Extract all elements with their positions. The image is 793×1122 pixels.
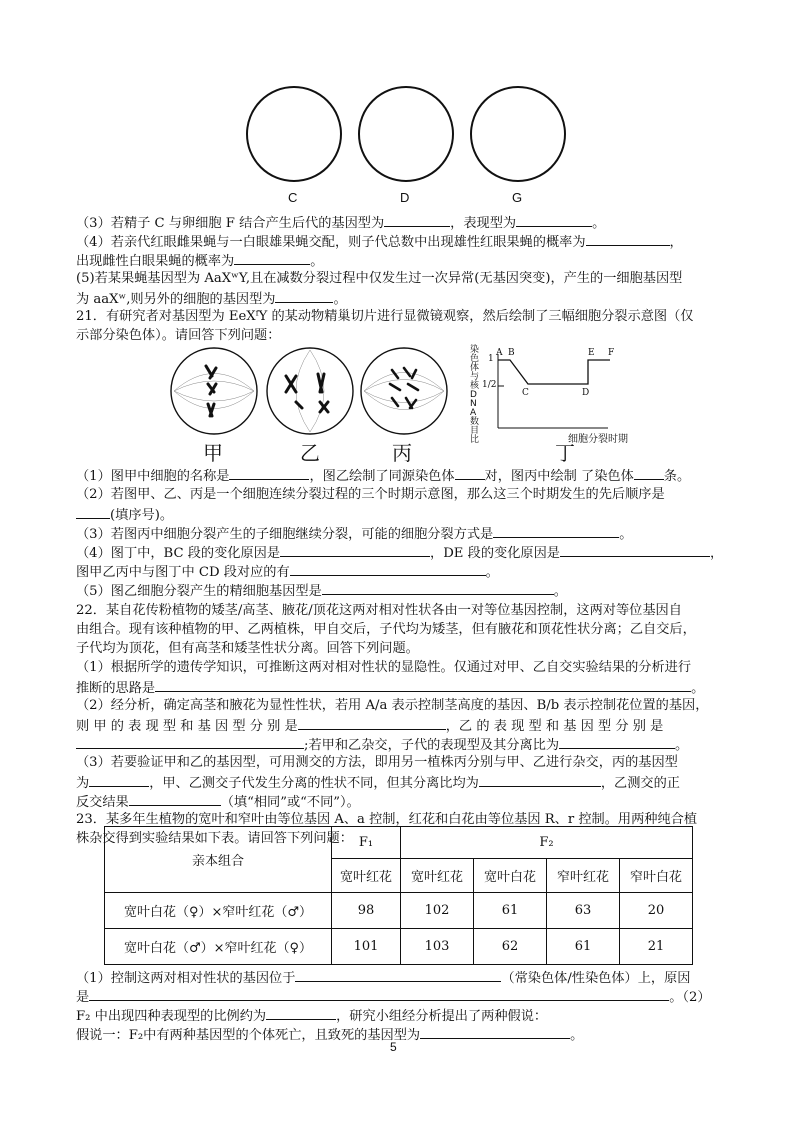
circle-label-g: G xyxy=(512,190,523,205)
q22-l3: 子代均为顶花，但有高茎和矮茎性状分离。回答下列问题。 xyxy=(76,641,419,656)
q23-p2-blank-1[interactable] xyxy=(266,1006,336,1020)
circle-label-c: C xyxy=(288,190,298,205)
q22-p1a: （1）根据所学的遗传学知识，可推断这两对相对性状的显隐性。仅通过对甲、乙自交实验结果的分析进行 xyxy=(76,660,692,675)
q23-l1: 23．某多年生植物的宽叶和窄叶由等位基因 A、a 控制，红花和白花由等位基因 R、r 控制。用两种纯合植 xyxy=(76,812,698,827)
graph-yhalf: 1/2 xyxy=(482,380,497,390)
q22-p3b: 为 ，甲、乙测交子代发生分离的性状不同，但其分离比均为 ，乙测交的正 xyxy=(76,773,680,792)
q23-p1-blank-2[interactable] xyxy=(89,987,669,1001)
q22-p3-blank-2[interactable] xyxy=(479,773,601,787)
label-ding: 丁 xyxy=(555,441,575,465)
q21-p4-blank-1[interactable] xyxy=(280,543,430,557)
cell-value: 61 xyxy=(547,929,620,965)
q22-l1: 22．某自花传粉植物的矮茎/高茎、腋花/顶花这两对相对性状各由一对等位基因控制，这两对等位基因自 xyxy=(76,603,682,618)
graph-pt-b: B xyxy=(508,348,515,358)
th-sub: 宽叶红花 xyxy=(401,859,474,893)
cell-parent: 宽叶白花（♂）×窄叶红花（♀） xyxy=(105,929,332,965)
q5-line-2: 为 aaXʷ,则另外的细胞的基因型为 。 xyxy=(76,289,347,308)
q21-p4-blank-3[interactable] xyxy=(290,562,486,576)
q21-p4-1: （4）图丁中，BC 段的变化原因是 ，DE 段的变化原因是 ， xyxy=(76,543,723,562)
th-sub: 窄叶红花 xyxy=(547,859,620,893)
q22-p1b: 推断的思路是 。 xyxy=(76,678,704,697)
q22-p2-blank-2[interactable] xyxy=(76,735,304,749)
q22-p3c: 反交结果 （填“相同”或“不同”）。 xyxy=(76,792,360,811)
q3-blank-2[interactable] xyxy=(516,213,592,227)
q21-p1: （1）图甲中细胞的名称是 ，图乙绘制了同源染色体 对，图丙中绘制 了染色体 条。 xyxy=(76,466,690,485)
q4-line-2: 出现雌性白眼果蝇的概率为 。 xyxy=(76,251,323,270)
q23-l2: 株杂交得到实验结果如下表。请回答下列问题： xyxy=(76,831,353,846)
circle-label-d: D xyxy=(400,190,410,205)
q23-p1c: 是 。（2） xyxy=(76,987,711,1006)
cell-yi-diagram xyxy=(262,346,358,436)
q22-p1-blank[interactable] xyxy=(155,678,691,692)
cell-value: 63 xyxy=(547,893,620,929)
q23-p2c: 假说一：F₂中有两种基因型的个体死亡，且致死的基因型为 。 xyxy=(76,1025,583,1044)
cell-value: 21 xyxy=(620,929,693,965)
th-parent: 亲本组合 xyxy=(105,827,332,893)
q21-p1-blank-1[interactable] xyxy=(229,466,309,480)
q3-blank-1[interactable] xyxy=(384,213,450,227)
q21-intro-1: 21．有研究者对基因型为 EeXᶠY 的某动物精巢切片进行显微镜观察，然后绘制了三幅细胞分裂示意图（仅 xyxy=(76,309,694,324)
table-row xyxy=(105,893,693,929)
graph-pt-a: A xyxy=(496,348,503,358)
q22-p3a: （3）若要验证甲和乙的基因型，可用测交的方法，即用另一植株丙分别与甲、乙进行杂交，丙的基因型 xyxy=(76,755,678,770)
q4-blank-1[interactable] xyxy=(586,232,670,246)
graph-pt-e: E xyxy=(588,348,595,358)
q22-p2c: ;若甲和乙杂交，子代的表现型及其分离比为 。 xyxy=(76,735,688,754)
cell-value: 62 xyxy=(474,929,547,965)
cell-value: 101 xyxy=(332,929,401,965)
page-number: 5 xyxy=(390,1040,397,1054)
q21-p1-blank-3[interactable] xyxy=(634,466,664,480)
th-sub: 窄叶白花 xyxy=(620,859,693,893)
th-f1: F₁ xyxy=(332,827,401,859)
graph-pt-d: D xyxy=(582,388,590,398)
graph-pt-c: C xyxy=(522,388,529,398)
cell-value: 102 xyxy=(401,893,474,929)
q21-p3-blank[interactable] xyxy=(493,524,619,538)
q4-blank-2[interactable] xyxy=(234,251,310,265)
q23-p2a: F₂ 中出现四种表现型的比例约为 ，研究小组经分析提出了两种假说： xyxy=(76,1006,547,1025)
label-bing: 丙 xyxy=(392,441,412,465)
q22-l2: 由组合。现有该种植物的甲、乙两植株，甲自交后，子代均为矮茎，但有腋花和顶花性状分离；乙自交后， xyxy=(76,622,696,637)
q21-p5: （5）图乙细胞分裂产生的精细胞基因型是 。 xyxy=(76,581,567,600)
th-sub: 宽叶白花 xyxy=(474,859,547,893)
cell-bing-diagram xyxy=(356,346,452,436)
graph-ylabel: 染色体与核DNA数目比 xyxy=(470,345,480,445)
q21-p2-2: (填序号)。 xyxy=(76,505,173,524)
q5-blank[interactable] xyxy=(275,289,333,303)
th-sub: 宽叶红花 xyxy=(332,859,401,893)
table-row xyxy=(105,929,693,965)
circle-g xyxy=(470,86,566,182)
q22-p2-blank-3[interactable] xyxy=(559,735,675,749)
q21-p5-blank[interactable] xyxy=(322,581,554,595)
q21-p2-blank[interactable] xyxy=(76,505,110,519)
q21-p2-1: （2）若图甲、乙、丙是一个细胞连续分裂过程的三个时期示意图，那么这三个时期发生的先后顺序是 xyxy=(76,487,665,502)
label-jia: 甲 xyxy=(203,441,223,465)
q23-p1-blank-1[interactable] xyxy=(295,968,501,982)
q5-line-1: (5)若某果蝇基因型为 AaXʷY,且在减数分裂过程中仅发生过一次异常(无基因突变)，产生的一细胞基因型 xyxy=(76,271,683,286)
q22-p2-blank-1[interactable] xyxy=(298,716,446,730)
q21-p4-2: 图甲乙丙中与图丁中 CD 段对应的有 。 xyxy=(76,562,499,581)
q21-intro-2: 示部分染色体）。请回答下列问题： xyxy=(76,328,281,343)
q21-p4-blank-2[interactable] xyxy=(560,543,710,557)
cell-jia-diagram xyxy=(166,346,262,436)
q4-line-1: （4）若亲代红眼雌果蝇与一白眼雄果蝇交配，则子代总数中出现雄性红眼果蝇的概率为 ， xyxy=(76,232,683,251)
cell-parent: 宽叶白花（♀）×窄叶红花（♂） xyxy=(105,893,332,929)
circle-d xyxy=(358,86,454,182)
graph-y1: 1 xyxy=(488,354,494,364)
q22-p3-blank-1[interactable] xyxy=(89,773,149,787)
graph-xlabel: 细胞分裂时期 xyxy=(568,434,628,445)
q21-p3: （3）若图丙中细胞分裂产生的子细胞继续分裂，可能的细胞分裂方式是 。 xyxy=(76,524,632,543)
q3-line: （3）若精子 C 与卵细胞 F 结合产生后代的基因型为 ，表现型为 。 xyxy=(76,213,605,232)
cell-value: 98 xyxy=(332,893,401,929)
circle-c xyxy=(246,86,342,182)
cell-value: 103 xyxy=(401,929,474,965)
graph-pt-f: F xyxy=(608,348,615,358)
q21-p1-blank-2[interactable] xyxy=(455,466,485,480)
q23-p1a: （1）控制这两对相对性状的基因位于 （常染色体/性染色体）上，原因 xyxy=(76,968,690,987)
label-yi: 乙 xyxy=(300,441,320,465)
cell-value: 61 xyxy=(474,893,547,929)
results-table xyxy=(104,826,693,965)
cell-value: 20 xyxy=(620,893,693,929)
q22-p2a: （2）经分析，确定高茎和腋花为显性性状，若用 A/a 表示控制茎高度的基因、B/b 表示控制花位置的基因， xyxy=(76,698,709,713)
th-f2: F₂ xyxy=(401,827,693,859)
q23-p2-blank-2[interactable] xyxy=(420,1025,570,1039)
q22-p2b: 则 甲 的 表 现 型 和 基 因 型 分 别 是 ，乙 的 表 现 型 和 基 因 型 分 别 是 xyxy=(76,716,663,735)
q22-p3-blank-3[interactable] xyxy=(129,792,221,806)
